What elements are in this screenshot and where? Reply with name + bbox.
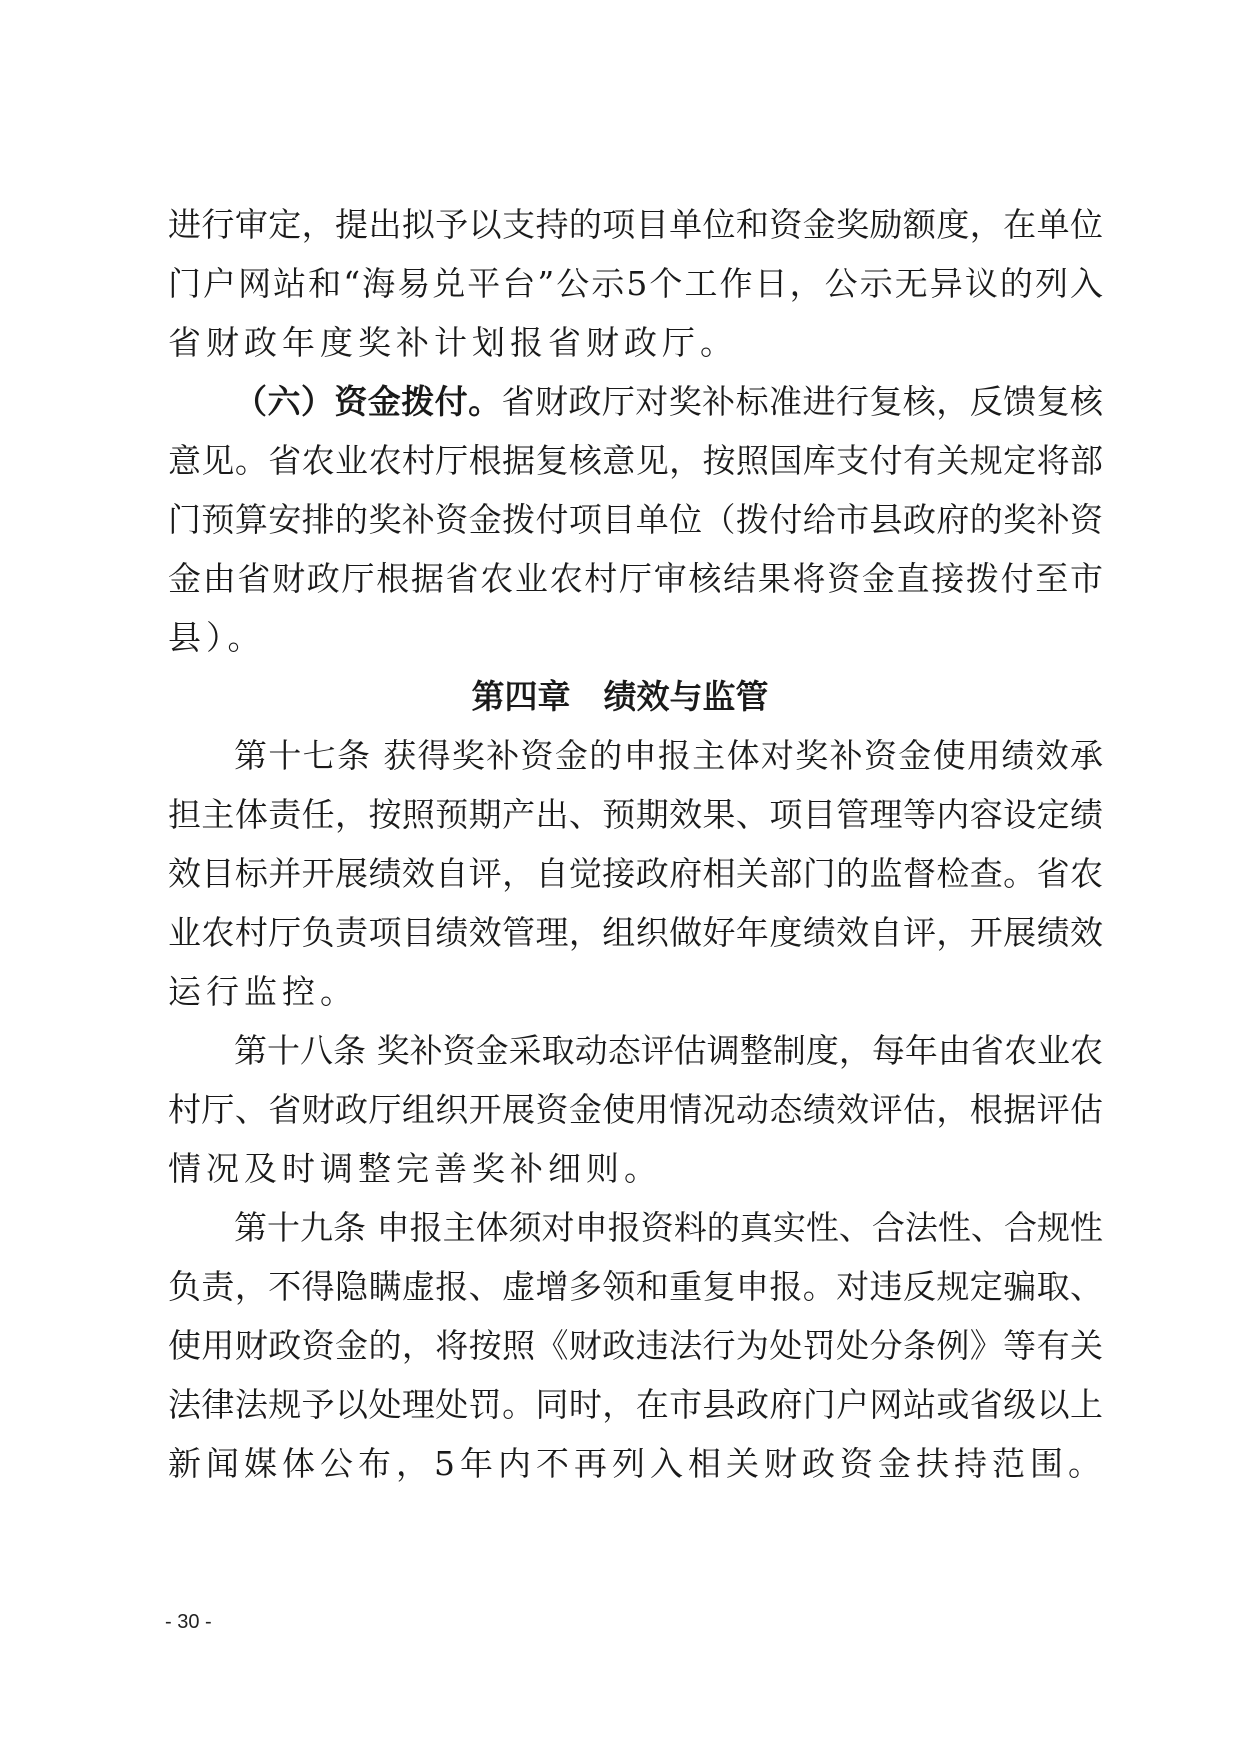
section-six-line: [234, 370, 1103, 434]
article-18-line: 第十八条 奖补资金采取动态评估调整制度，每年由省农业农: [234, 1031, 1103, 1070]
page-number: - 30 -: [165, 1611, 212, 1633]
text-line: 进行审定，提出拟予以支持的项目单位和资金奖励额度，在单位: [168, 205, 1103, 244]
text-line: 金由省财政厅根据省农业农村厅审核结果将资金直接拨付至市: [168, 559, 1103, 598]
text-line: 业农村厅负责项目绩效管理，组织做好年度绩效自评，开展绩效: [168, 913, 1103, 952]
text-line: 负责，不得隐瞒虚报、虚增多领和重复申报。对违反规定骗取、: [168, 1267, 1103, 1306]
chapter-heading: 第四章 绩效与监管: [471, 677, 769, 716]
section-six-heading: （六）资金拨付。: [234, 382, 502, 421]
text-span: 省财政厅对奖补标准进行复核，反馈复核: [501, 382, 1104, 421]
text-line: 法律法规予以处理处罚。同时，在市县政府门户网站或省级以上: [168, 1385, 1103, 1424]
text-line: 门预算安排的奖补资金拨付项目单位（拨付给市县政府的奖补资: [168, 500, 1103, 539]
text-line: 省财政年度奖补计划报省财政厅。: [168, 323, 738, 362]
text-line: 新闻媒体公布，5年内不再列入相关财政资金扶持范围。: [168, 1444, 1106, 1483]
text-line: 情况及时调整完善奖补细则。: [168, 1149, 662, 1188]
text-line: 意见。省农业农村厅根据复核意见，按照国库支付有关规定将部: [168, 441, 1103, 480]
text-line: 县）。: [168, 618, 266, 657]
text-line: 担主体责任，按照预期产出、预期效果、项目管理等内容设定绩: [168, 795, 1103, 834]
article-17-line: 第十七条 获得奖补资金的申报主体对奖补资金使用绩效承: [234, 736, 1103, 775]
text-line: 效目标并开展绩效自评，自觉接政府相关部门的监督检查。省农: [168, 854, 1103, 893]
text-line: 村厅、省财政厅组织开展资金使用情况动态绩效评估，根据评估: [168, 1090, 1103, 1129]
text-line: 运行监控。: [168, 972, 358, 1011]
article-19-line: 第十九条 申报主体须对申报资料的真实性、合法性、合规性: [234, 1208, 1103, 1247]
text-line: 门户网站和“海易兑平台”公示5个工作日，公示无异议的列入: [168, 264, 1103, 303]
text-line: 使用财政资金的，将按照《财政违法行为处罚处分条例》等有关: [168, 1326, 1103, 1365]
